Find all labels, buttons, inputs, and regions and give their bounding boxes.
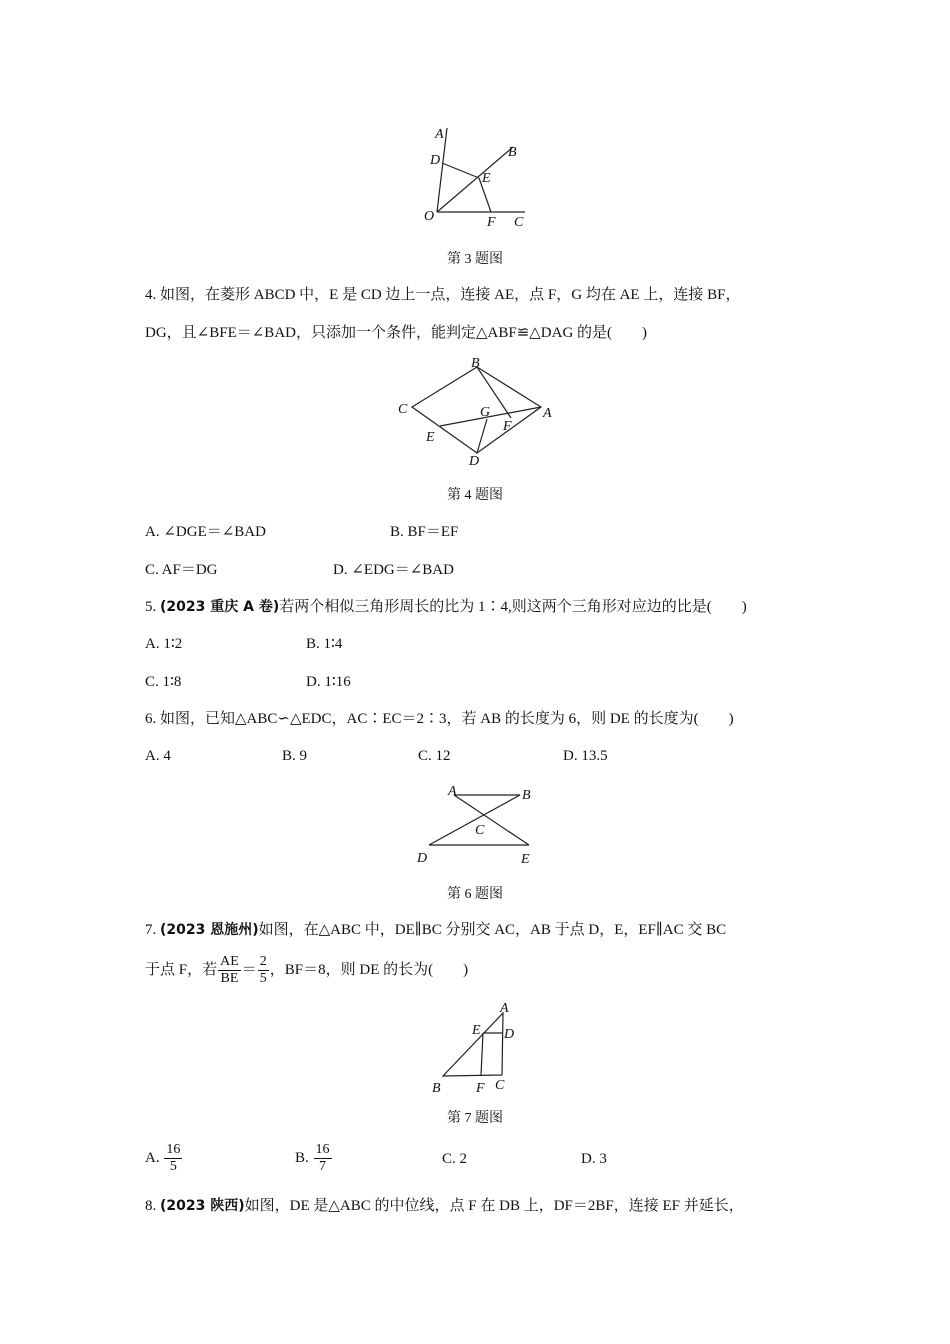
label-C: C [495, 1078, 505, 1093]
label-E: E [482, 171, 491, 186]
question-8-text: 如图，DE 是△ABC 的中位线，点 F 在 DB 上，DF＝2BF，连接 EF 并延长， [244, 1198, 744, 1214]
figure-4-caption: 第 4 题图 [447, 488, 503, 503]
label-D: D [430, 153, 441, 168]
question-7-option-b[interactable]: B. $\frac{16}{7}$ [295, 1142, 330, 1175]
question-6-option-c[interactable]: C. 12 [418, 748, 451, 764]
label-A: A [543, 406, 552, 421]
label-E: E [472, 1023, 481, 1038]
label-G: G [480, 405, 491, 420]
label-D: D [504, 1027, 515, 1042]
question-7-line-2 [145, 952, 468, 988]
figure-7-caption: 第 7 题图 [447, 1111, 503, 1126]
figure-3-caption: 第 3 题图 [447, 252, 503, 267]
figure-6-caption: 第 6 题图 [447, 887, 503, 902]
question-6-stem: 6. 如图，已知△ABC∽△EDC，AC∶EC＝2∶3，若 AB 的长度为 6，则 DE 的长度为( ) [145, 711, 734, 727]
label-O: O [424, 209, 435, 224]
label-A: A [500, 1001, 509, 1016]
question-8-source: (2023 陕西) [160, 1198, 245, 1214]
question-5-text: 若两个相似三角形周长的比为 1∶4,则这两个三角形对应边的比是( ) [279, 599, 747, 615]
equals-sign: ＝ [241, 962, 257, 978]
figure-3-diagram [415, 120, 535, 230]
question-7-line-2-pre: 于点 F，若 [145, 962, 218, 978]
question-7-option-a[interactable]: A. $\frac{16}{5}$ [145, 1142, 181, 1175]
question-4-line-1: 4. 如图，在菱形 ABCD 中，E 是 CD 边上一点，连接 AE，点 F，G 均在 AE 上，连接 BF， [145, 287, 741, 303]
question-7-number: 7. [145, 922, 160, 938]
label-F: F [476, 1081, 485, 1096]
option-b-fraction: $\frac{16}{7}$ [315, 1142, 330, 1175]
question-7-line-2-post: ，BF＝8，则 DE 的长为( ) [269, 962, 469, 978]
question-5-option-c[interactable]: C. 1∶8 [145, 674, 182, 690]
fraction-2-over-5: $\frac{2}{5}$ [259, 954, 267, 987]
label-B: B [508, 145, 517, 160]
question-6-option-b[interactable]: B. 9 [282, 748, 308, 764]
label-A: A [448, 784, 457, 799]
question-8-number: 8. [145, 1198, 160, 1214]
question-4-option-a[interactable]: A. ∠DGE＝∠BAD [145, 524, 266, 540]
question-5-stem [145, 597, 747, 617]
label-D: D [417, 851, 428, 866]
question-4-option-d[interactable]: D. ∠EDG＝∠BAD [333, 562, 454, 578]
question-5-option-d[interactable]: D. 1∶16 [306, 674, 351, 690]
question-7-text: 如图，在△ABC 中，DE∥BC 分别交 AC，AB 于点 D，E，EF∥AC 交 BC [258, 922, 727, 938]
question-8-stem [145, 1196, 744, 1216]
label-B: B [471, 356, 480, 371]
figure-7-diagram [420, 998, 530, 1098]
label-C: C [475, 823, 485, 838]
fraction-ae-over-be: $\frac{AE}{BE}$ [220, 954, 239, 987]
figure-4-diagram [395, 355, 565, 470]
question-7-source: (2023 恩施州) [160, 922, 259, 938]
question-7-line-1 [145, 920, 726, 940]
label-C: C [514, 215, 524, 230]
label-D: D [469, 454, 480, 469]
question-4-option-b[interactable]: B. BF＝EF [390, 524, 459, 540]
label-B: B [432, 1081, 441, 1096]
label-E: E [426, 430, 435, 445]
label-E: E [521, 852, 530, 867]
label-A: A [435, 127, 444, 142]
question-5-source: (2023 重庆 A 卷) [160, 599, 280, 615]
question-6-option-d[interactable]: D. 13.5 [563, 748, 608, 764]
option-a-fraction: $\frac{16}{5}$ [166, 1142, 181, 1175]
question-5-number: 5. [145, 599, 160, 615]
question-7-option-d[interactable]: D. 3 [581, 1151, 607, 1167]
label-F: F [487, 215, 496, 230]
figure-6-diagram [410, 778, 550, 873]
label-C: C [398, 402, 408, 417]
question-5-option-b[interactable]: B. 1∶4 [306, 636, 343, 652]
question-6-option-a[interactable]: A. 4 [145, 748, 171, 764]
question-4-line-2: DG，且∠BFE＝∠BAD，只添加一个条件，能判定△ABF≌△DAG 的是( ) [145, 325, 648, 341]
question-4-option-c[interactable]: C. AF＝DG [145, 562, 218, 578]
question-5-option-a[interactable]: A. 1∶2 [145, 636, 183, 652]
label-F: F [503, 419, 512, 434]
label-B: B [522, 788, 531, 803]
question-7-option-c[interactable]: C. 2 [442, 1151, 468, 1167]
